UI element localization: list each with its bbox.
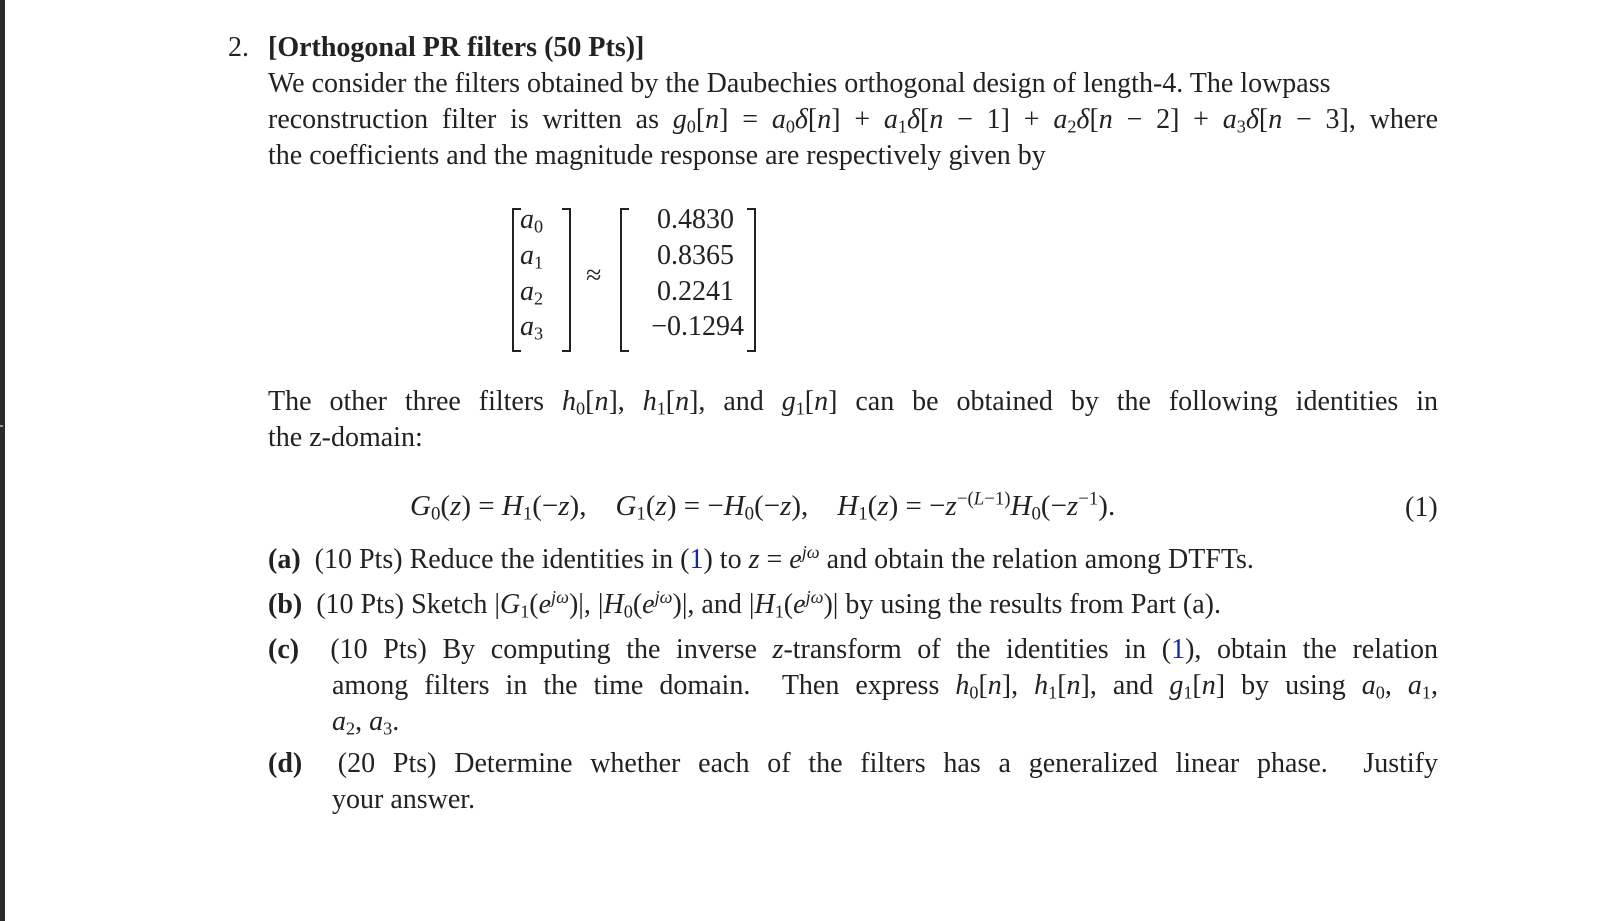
right-vector-close-bracket — [747, 208, 756, 352]
identities-equation: $G_0(z) = H_1(-z)$, $G_1(z) = -H_0(-z)$, $H_1(z) = -z^{-(L-1)}H_0(-z^{-1})$. — [410, 488, 1116, 525]
coef-symbol: $a_0$ — [520, 204, 544, 237]
filter-g0-formula: $g_0[n] = a_0\delta[n] + a_1\delta[n - 1] + a_2\delta[n - 2] + a_3\delta[n - 3]$ — [672, 104, 1349, 137]
problem-number: 2. — [228, 32, 249, 63]
coef-value: 0.8365 — [657, 240, 734, 271]
part-label: (c) — [268, 634, 300, 665]
part-points: (10 Pts) — [314, 544, 403, 575]
part-points: (20 Pts) — [337, 748, 437, 779]
part-label: (d) — [268, 748, 303, 779]
equation-reference-link[interactable]: 1 — [1171, 634, 1186, 665]
other-filters-line-1: The other three filters $h_0[n]$, $h_1[n]$, and $g_1[n]$ can be obtained by the following identities in — [268, 386, 1439, 419]
equation-reference-link[interactable]: 1 — [689, 544, 704, 575]
part-c: (c) (10 Pts) By computing the inverse z-transform of the identities in (1), obtain the relation among filters in the time domain. Then express $h_0[n]$, $h_1[n]$, and $g_1[n]$ by using $a_0$, $a_1$, $a_2$, $a_3$. — [268, 634, 1438, 739]
part-a: (a) (10 Pts) Reduce the identities in (1) to $z = e^{j\omega}$ and obtain the relation among DTFTs. — [268, 542, 1254, 575]
coef-symbol: $a_3$ — [520, 311, 544, 344]
coef-value: −0.1294 — [651, 311, 744, 342]
coef-symbol: $a_2$ — [520, 276, 544, 309]
intro-paragraph — [268, 66, 1438, 174]
part-d: (d) (20 Pts) Determine whether each of the filters has a generalized linear phase. Justify your answer. — [268, 748, 1438, 815]
equation-number: (1) — [1405, 492, 1438, 523]
intro-line-3: the coefficients and the magnitude response are respectively given by — [268, 140, 1046, 171]
coef-value: 0.2241 — [657, 276, 734, 307]
other-filters-paragraph — [268, 384, 1438, 456]
coef-symbol: $a_1$ — [520, 240, 544, 273]
part-points: (10 Pts) — [330, 634, 427, 665]
coef-value: 0.4830 — [657, 204, 734, 235]
approx-sign: ≈ — [586, 260, 602, 291]
part-b: (b) (10 Pts) Sketch $|G_1(e^{j\omega})|$, $|H_0(e^{j\omega})|$, and $|H_1(e^{j\omega})|$ by using the results from Part (a). — [268, 587, 1221, 622]
part-label: (b) — [268, 589, 303, 620]
part-points: (10 Pts) — [316, 589, 405, 620]
other-filters-line-2: the z-domain: — [268, 422, 423, 453]
left-vector-close-bracket — [562, 208, 571, 352]
right-vector-open-bracket — [620, 208, 629, 352]
intro-line-1: We consider the filters obtained by the Daubechies orthogonal design of length-4. The lowpass — [268, 68, 1331, 99]
part-label: (a) — [268, 544, 301, 575]
problem-title: [Orthogonal PR filters (50 Pts)] — [268, 32, 645, 63]
intro-line-2: reconstruction filter is written as $g_0[n] = a_0\delta[n] + a_1\delta[n - 1] + a_2\delta[n - 2] + a_3\delta[n - 3]$, where — [268, 104, 1439, 137]
problem-heading — [228, 30, 644, 66]
